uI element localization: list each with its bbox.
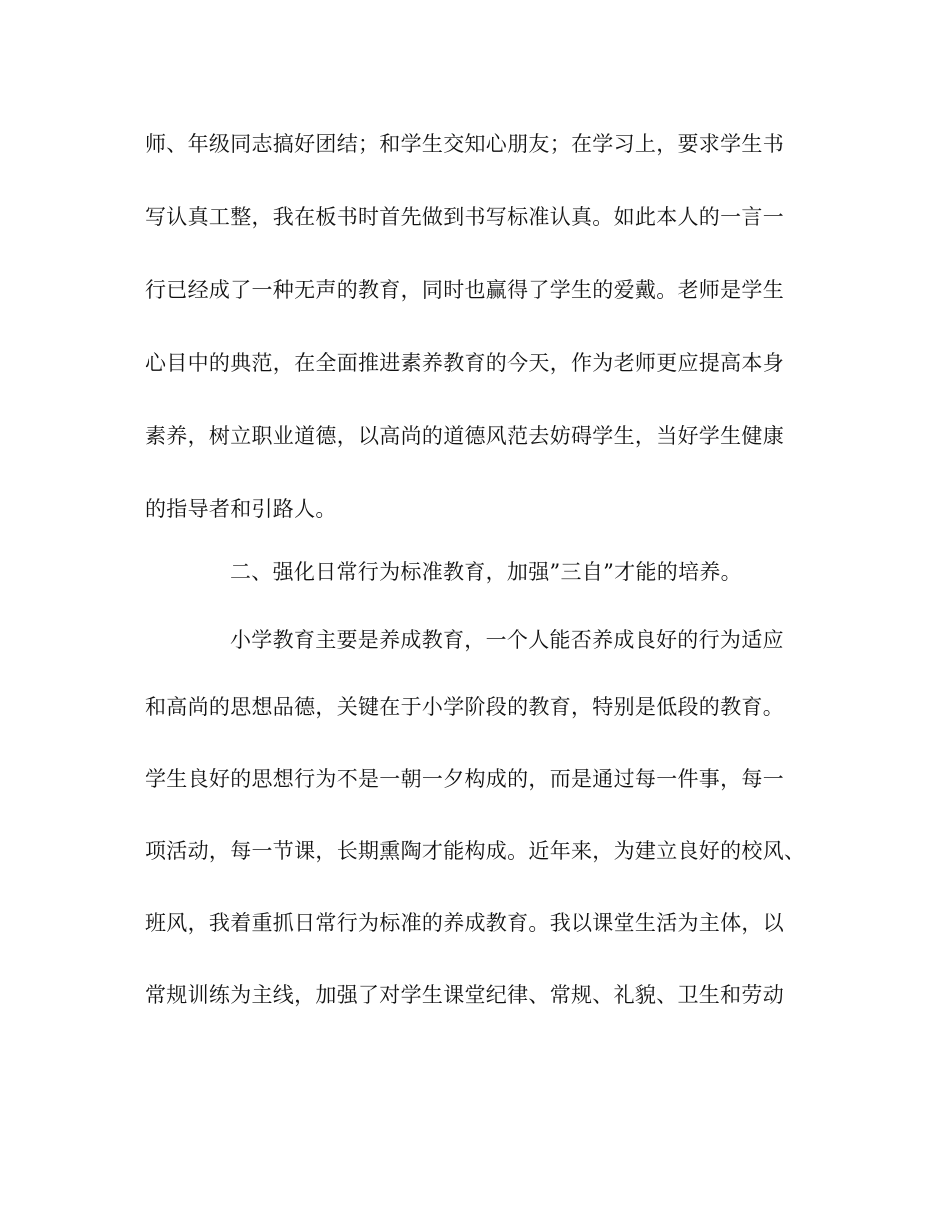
paragraph-line: 常规训练为主线，加强了对学生课堂纪律、常规、礼貌、卫生和劳动 bbox=[145, 983, 784, 1007]
paragraph-line: 师、年级同志搞好团结；和学生交知心朋友；在学习上，要求学生书 bbox=[145, 132, 784, 156]
paragraph-line: 的指导者和引路人。 bbox=[145, 497, 337, 521]
paragraph-line: 素养，树立职业道德，以高尚的道德风范去妨碍学生，当好学生健康 bbox=[145, 424, 784, 448]
section-heading: 二、强化日常行为标准教育，加强”三自”才能的培养。 bbox=[230, 560, 742, 584]
paragraph-line: 行已经成了一种无声的教育，同时也赢得了学生的爱戴。老师是学生 bbox=[145, 278, 784, 302]
paragraph-line: 班风，我着重抓日常行为标准的养成教育。我以课堂生活为主体，以 bbox=[145, 911, 784, 935]
paragraph-line: 和高尚的思想品德，关键在于小学阶段的教育，特别是低段的教育。 bbox=[145, 695, 784, 719]
paragraph-line: 项活动，每一节课，长期熏陶才能构成。近年来，为建立良好的校风、 bbox=[145, 839, 806, 863]
paragraph-line: 学生良好的思想行为不是一朝一夕构成的，而是通过每一件事，每一 bbox=[145, 767, 784, 791]
paragraph-line: 小学教育主要是养成教育，一个人能否养成良好的行为适应 bbox=[230, 628, 784, 652]
paragraph-line: 心目中的典范，在全面推进素养教育的今天，作为老师更应提高本身 bbox=[145, 351, 784, 375]
paragraph-line: 写认真工整，我在板书时首先做到书写标准认真。如此本人的一言一 bbox=[145, 205, 784, 229]
